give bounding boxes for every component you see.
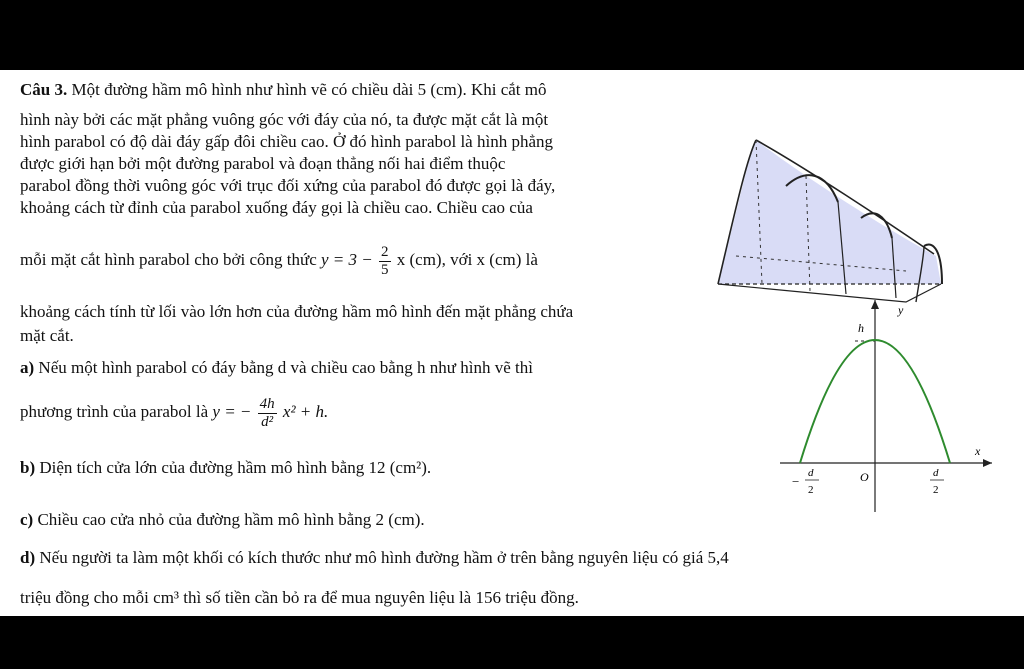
height-formula-fraction: [379, 244, 391, 278]
parabola-denominator: d²: [261, 413, 274, 430]
question-line-4: được giới hạn bởi một đường parabol và đoạn thẳng nối hai điểm thuộc: [20, 154, 506, 173]
question-line-1: [20, 80, 546, 100]
y-axis-arrow: [871, 300, 879, 309]
tunnel-3d-figure: [706, 106, 956, 306]
part-c-text: Chiều cao cửa nhỏ của đường hầm mô hình bằng 2 (cm).: [37, 510, 425, 529]
part-a-label: a): [20, 358, 35, 377]
document-page: [0, 70, 1024, 616]
parabola-formula-fraction: [258, 396, 277, 430]
part-a-text-2: phương trình của parabol là: [20, 401, 209, 421]
part-c-line: [20, 510, 425, 530]
parabola-graph: [780, 300, 995, 515]
parabola-numerator: 4h: [259, 396, 275, 412]
h-label: h: [858, 321, 864, 335]
origin-label: O: [860, 470, 869, 484]
question-line-5: parabol đồng thời vuông góc với trục đối xứng của parabol đó được gọi là đáy,: [20, 176, 556, 195]
part-d-line-1: [20, 548, 729, 568]
x-axis-arrow: [983, 459, 992, 467]
part-a-line-1: [20, 358, 533, 378]
right-2-label: 2: [933, 484, 939, 496]
question-line-6: khoảng cách từ đỉnh của parabol xuống đáy gọi là chiều cao. Chiều cao của: [20, 198, 533, 217]
part-b-label: b): [20, 458, 36, 477]
x-axis-label: x: [975, 444, 981, 458]
part-b-text: Diện tích cửa lớn của đường hầm mô hình bằng 12 (cm²).: [39, 458, 432, 477]
part-a-line-2: [20, 396, 328, 430]
left-d-label: d: [808, 467, 814, 479]
part-b-line: [20, 458, 431, 478]
left-2-label: 2: [808, 484, 814, 496]
part-d-label: d): [20, 548, 36, 567]
part-c-label: c): [20, 510, 34, 529]
question-text-1: Một đường hầm mô hình như hình vẽ có chiều dài 5 (cm). Khi cắt mô: [71, 80, 547, 99]
right-d-label: d: [933, 467, 939, 479]
parabola-formula-left: y = −: [212, 401, 252, 421]
part-a-text: Nếu một hình parabol có đáy bằng d và chiều cao bằng h như hình vẽ thì: [38, 358, 533, 377]
question-line-3: hình parabol có độ dài đáy gấp đôi chiều cao. Ở đó hình parabol là hình phẳng: [20, 132, 553, 151]
height-formula-right: x (cm), với x (cm) là: [396, 249, 538, 269]
part-d-line-2: triệu đồng cho mỗi cm³ thì số tiền cần bỏ ra để mua nguyên liệu là 156 triệu đồng.: [20, 588, 579, 607]
height-formula-left: y = 3 −: [321, 249, 373, 269]
fraction-numerator: 2: [381, 244, 389, 260]
parabola-formula-right: x² + h.: [282, 401, 329, 421]
fraction-denominator: 5: [381, 261, 389, 278]
question-line-2: hình này bởi các mặt phẳng vuông góc với đáy của nó, ta được mặt cắt là một: [20, 110, 549, 129]
question-label: Câu 3.: [20, 80, 68, 99]
question-line-7: [20, 244, 538, 278]
part-d-text-1: Nếu người ta làm một khối có kích thước như mô hình đường hầm ở trên bằng nguyên liệu có giá 5,4: [39, 548, 729, 567]
formula-intro: mỗi mặt cắt hình parabol cho bởi công thức: [20, 249, 317, 269]
question-line-8: khoảng cách tính từ lối vào lớn hơn của đường hầm mô hình đến mặt phẳng chứa: [20, 302, 574, 321]
minus-sign: −: [792, 474, 800, 489]
y-axis-label: y: [898, 303, 904, 317]
question-line-9: mặt cắt.: [20, 326, 74, 345]
